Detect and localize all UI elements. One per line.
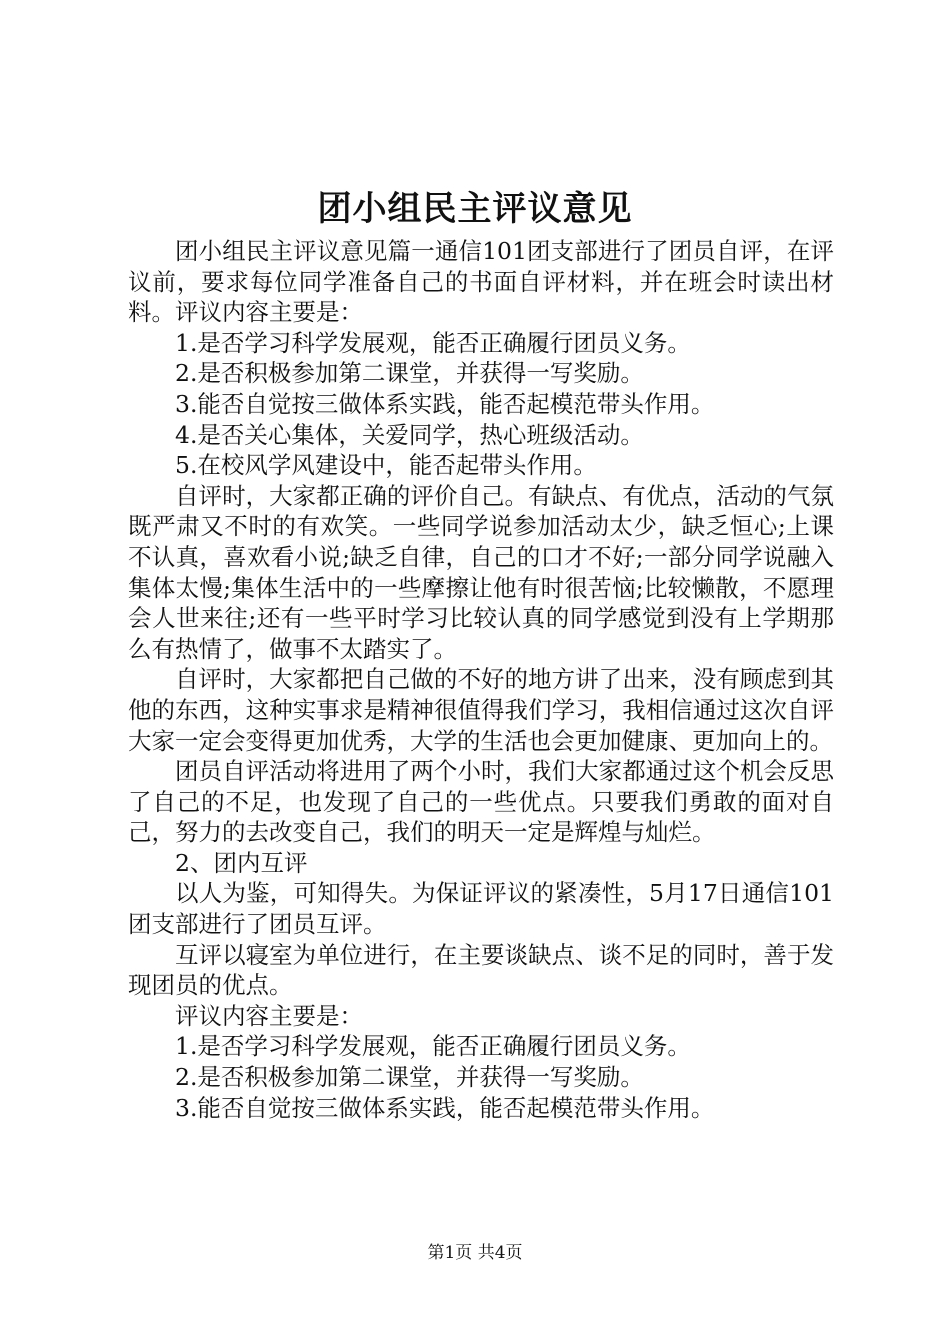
list-item: 1.是否学习科学发展观，能否正确履行团员义务。	[175, 328, 691, 357]
list-item: 1.是否学习科学发展观，能否正确履行团员义务。	[175, 1032, 691, 1061]
paragraph-intro: 团小组民主评议意见篇一通信101团支部进行了团员自评，在评议前，要求每位同学准备自己的书面自评材料，并在班会时读出材料。评议内容主要是：	[128, 237, 834, 327]
list-item: 2.是否积极参加第二课堂，并获得一写奖励。	[175, 359, 644, 388]
paragraph: 自评时，大家都把自己做的不好的地方讲了出来，没有顾虑到其他的东西，这种实事求是精神很值得我们学习，我相信通过这次自评大家一定会变得更加优秀，大学的生活也会更加健康、更加向上的。	[128, 665, 834, 755]
list-item: 5.在校风学风建设中，能否起带头作用。	[175, 451, 597, 480]
list-item: 4.是否关心集体，关爱同学，热心班级活动。	[175, 420, 644, 449]
page-number: 第1页 共4页	[427, 1243, 523, 1263]
document-title: 团小组民主评议意见	[317, 189, 633, 229]
paragraph: 团员自评活动将进用了两个小时，我们大家都通过这个机会反思了自己的不足，也发现了自己的一些优点。只要我们勇敢的面对自己，努力的去改变自己，我们的明天一定是辉煌与灿烂。	[128, 757, 834, 847]
list-item: 3.能否自觉按三做体系实践，能否起模范带头作用。	[175, 1093, 715, 1122]
document-body	[128, 236, 834, 1123]
paragraph: 以人为鉴，可知得失。为保证评议的紧凑性，5月17日通信101团支部进行了团员互评。	[128, 879, 834, 939]
paragraph: 自评时，大家都正确的评价自己。有缺点、有优点，活动的气氛既严肃又不时的有欢笑。一些同学说参加活动太少，缺乏恒心;上课不认真，喜欢看小说;缺乏自律，自己的口才不好;一部分同学说融入集体太慢;集体生活中的一些摩擦让他有时很苦恼;比较懒散，不愿理会人世来往;还有一些平时学习比较认真的同学感觉到没有上学期那么有热情了，做事不太踏实了。	[128, 481, 834, 663]
paragraph: 评议内容主要是：	[175, 1001, 363, 1030]
section-heading: 2、团内互评	[175, 848, 308, 877]
list-item: 2.是否积极参加第二课堂，并获得一写奖励。	[175, 1063, 644, 1092]
list-item: 3.能否自觉按三做体系实践，能否起模范带头作用。	[175, 389, 715, 418]
paragraph: 互评以寝室为单位进行，在主要谈缺点、谈不足的同时，善于发现团员的优点。	[128, 940, 834, 1000]
